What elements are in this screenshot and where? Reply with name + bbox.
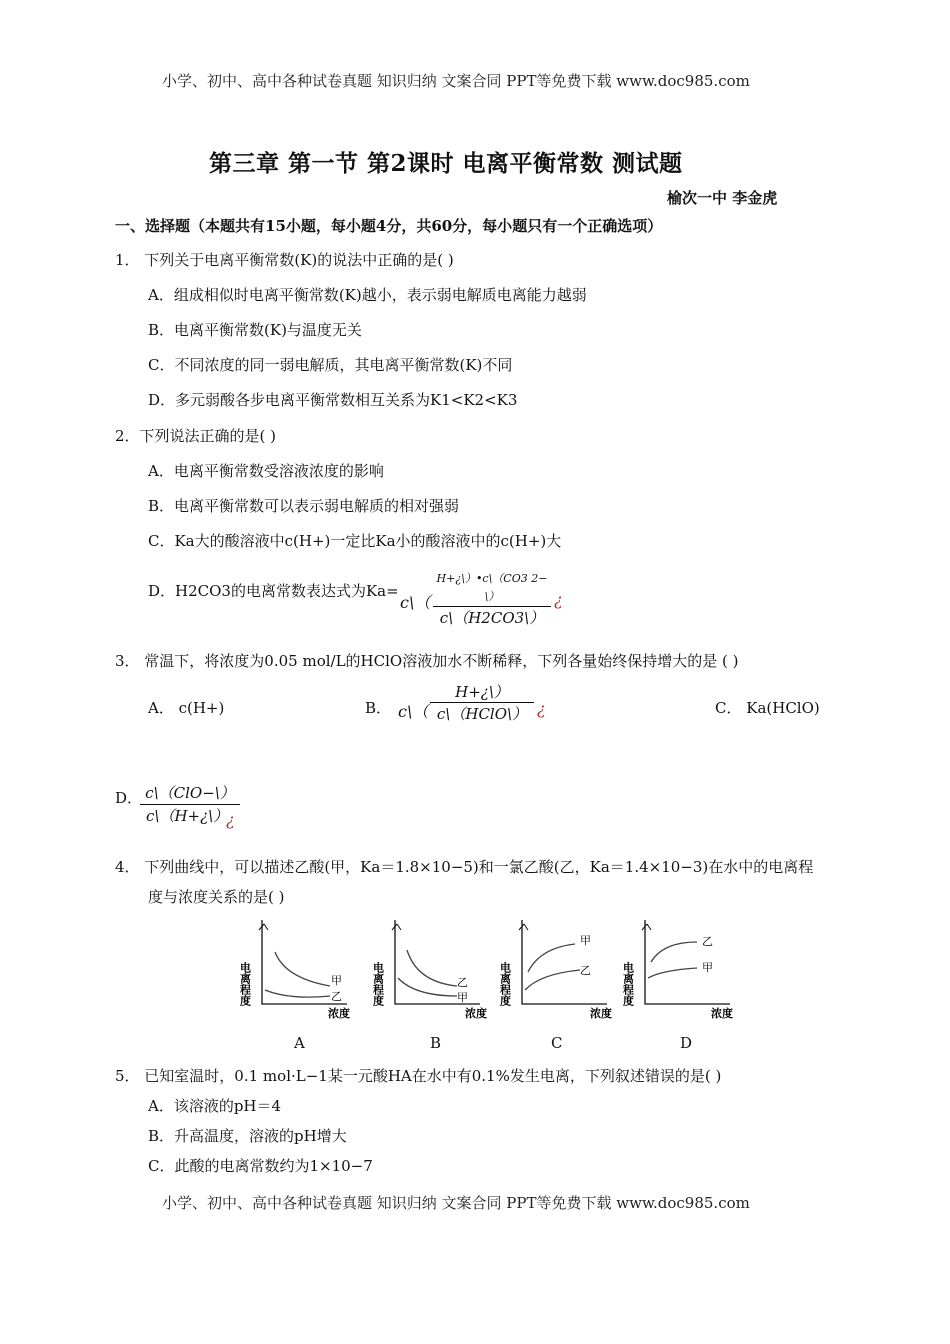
graph-d-upper-label: 乙 (702, 935, 713, 948)
question-5-option-b: B．升高温度，溶液的pH增大 (148, 1127, 347, 1145)
question-2-formula-denominator: c\（H2CO3\） (439, 609, 545, 627)
graph-c-upper-label: 甲 (580, 934, 591, 947)
question-2-option-d-prefix: D．H2CO3的电离常数表达式为Ka= (148, 582, 399, 600)
question-2-formula-pre: c\（ (400, 593, 431, 612)
graph-a-xlabel: 浓度 (328, 1007, 350, 1020)
graph-a (239, 920, 351, 1020)
question-1-option-b: B．电离平衡常数(K)与温度无关 (148, 321, 362, 339)
graph-b-xlabel: 浓度 (465, 1007, 487, 1020)
section-heading: 一、选择题（本题共有15小题，每小题4分，共60分，每小题只有一个正确选项） (115, 217, 663, 235)
question-5-option-c: C．此酸的电离常数约为1×10−7 (148, 1157, 373, 1175)
question-3-b-numerator: H+¿\） (455, 683, 509, 701)
question-3-b-post: ¿ (537, 699, 546, 718)
page-header: 小学、初中、高中各种试卷真题 知识归纳 文案合同 PPT等免费下载 www.doc985.com (162, 72, 750, 90)
graph-a-lower-label: 乙 (331, 990, 342, 1003)
question-3-b-fraction (430, 682, 534, 725)
question-3-option-a: A． c(H+) (148, 699, 225, 717)
graph-c-label: C (551, 1034, 563, 1052)
graph-b-upper-label: 乙 (457, 976, 468, 989)
question-3-stem: 3． 常温下，将浓度为0.05 mol/L的HClO溶液加水不断稀释，下列各量始终保持增大的是 ( ) (115, 652, 739, 670)
graph-a-curve-upper (275, 952, 330, 986)
question-4-stem-line1: 4． 下列曲线中，可以描述乙酸(甲，Ka＝1.8×10−5)和一氯乙酸(乙，Ka＝1.4×10−3)在水中的电离程 (115, 858, 814, 876)
graph-a-curve-lower (265, 990, 330, 997)
graph-b-lower-label: 甲 (457, 991, 468, 1004)
graph-b-curve-lower (398, 978, 457, 996)
graph-d-lower-label: 甲 (702, 961, 713, 974)
question-2-formula-post: ¿ (554, 590, 563, 609)
graph-d-curve-lower (648, 968, 697, 978)
question-3-d-numerator: c\（ClO−\） (145, 784, 235, 802)
question-4-stem-line2: 度与浓度关系的是( ) (148, 888, 285, 906)
graph-d (622, 920, 734, 1020)
question-1-option-a: A．组成相似时电离平衡常数(K)越小，表示弱电解质电离能力越弱 (148, 286, 587, 304)
page-footer: 小学、初中、高中各种试卷真题 知识归纳 文案合同 PPT等免费下载 www.doc985.com (162, 1194, 750, 1212)
question-3-b-pre: c\（ (398, 702, 429, 721)
question-2-formula-numerator: H+¿\）•c\（CO3 2−\） (436, 572, 548, 603)
graph-c-ylabel: 电离程度 (498, 962, 512, 1006)
question-3-d-fraction (140, 782, 240, 827)
graph-c-xlabel: 浓度 (590, 1007, 612, 1020)
graph-a-label: A (294, 1034, 305, 1052)
graph-b-curve-upper (407, 950, 457, 986)
page-title: 第三章 第一节 第2课时 电离平衡常数 测试题 (209, 150, 683, 177)
question-2-formula-fraction (433, 570, 551, 629)
graph-d-axes (645, 920, 730, 1004)
question-3-option-c: C． Ka(HClO) (715, 699, 820, 717)
question-2-option-c: C．Ka大的酸溶液中c(H+)一定比Ka小的酸溶液中的c(H+)大 (148, 532, 562, 550)
author-line: 榆次一中 李金虎 (667, 189, 778, 207)
graph-c-lower-label: 乙 (580, 964, 591, 977)
question-5-option-a: A．该溶液的pH＝4 (148, 1097, 282, 1115)
question-3-option-d-prefix: D． (115, 789, 143, 807)
question-1-option-d: D．多元弱酸各步电离平衡常数相互关系为K1<K2<K3 (148, 391, 518, 409)
question-5-stem: 5． 已知室温时，0.1 mol·L−1某一元酸HA在水中有0.1%发生电离，下列叙述错误的是( ) (115, 1067, 722, 1085)
question-2-stem: 2．下列说法正确的是( ) (115, 427, 277, 445)
question-1-option-c: C．不同浓度的同一弱电解质，其电离平衡常数(K)不同 (148, 356, 513, 374)
graph-a-upper-label: 甲 (331, 974, 342, 987)
graph-d-label: D (680, 1034, 693, 1052)
graph-b-ylabel: 电离程度 (371, 962, 385, 1006)
question-3-b-denominator: c\（HClO\） (436, 705, 528, 723)
question-2-option-b: B．电离平衡常数可以表示弱电解质的相对强弱 (148, 497, 460, 515)
graph-c-curve-lower (525, 970, 580, 990)
graph-c-curve-upper (528, 944, 575, 972)
graph-d-ylabel: 电离程度 (621, 962, 635, 1006)
question-3-d-post: ¿ (226, 810, 235, 829)
question-1-stem: 1． 下列关于电离平衡常数(K)的说法中正确的是( ) (115, 251, 454, 269)
question-3-d-denominator: c\（H+¿\） (146, 807, 229, 825)
graph-d-curve-upper (651, 942, 697, 962)
question-4-graphs (235, 912, 745, 1027)
graph-b-label: B (430, 1034, 442, 1052)
question-3-option-b-prefix: B． (365, 699, 392, 717)
question-2-option-a: A．电离平衡常数受溶液浓度的影响 (148, 462, 384, 480)
graph-b (372, 920, 488, 1020)
graph-c (499, 920, 613, 1020)
graph-d-xlabel: 浓度 (711, 1007, 733, 1020)
graph-a-ylabel: 电离程度 (238, 962, 252, 1006)
